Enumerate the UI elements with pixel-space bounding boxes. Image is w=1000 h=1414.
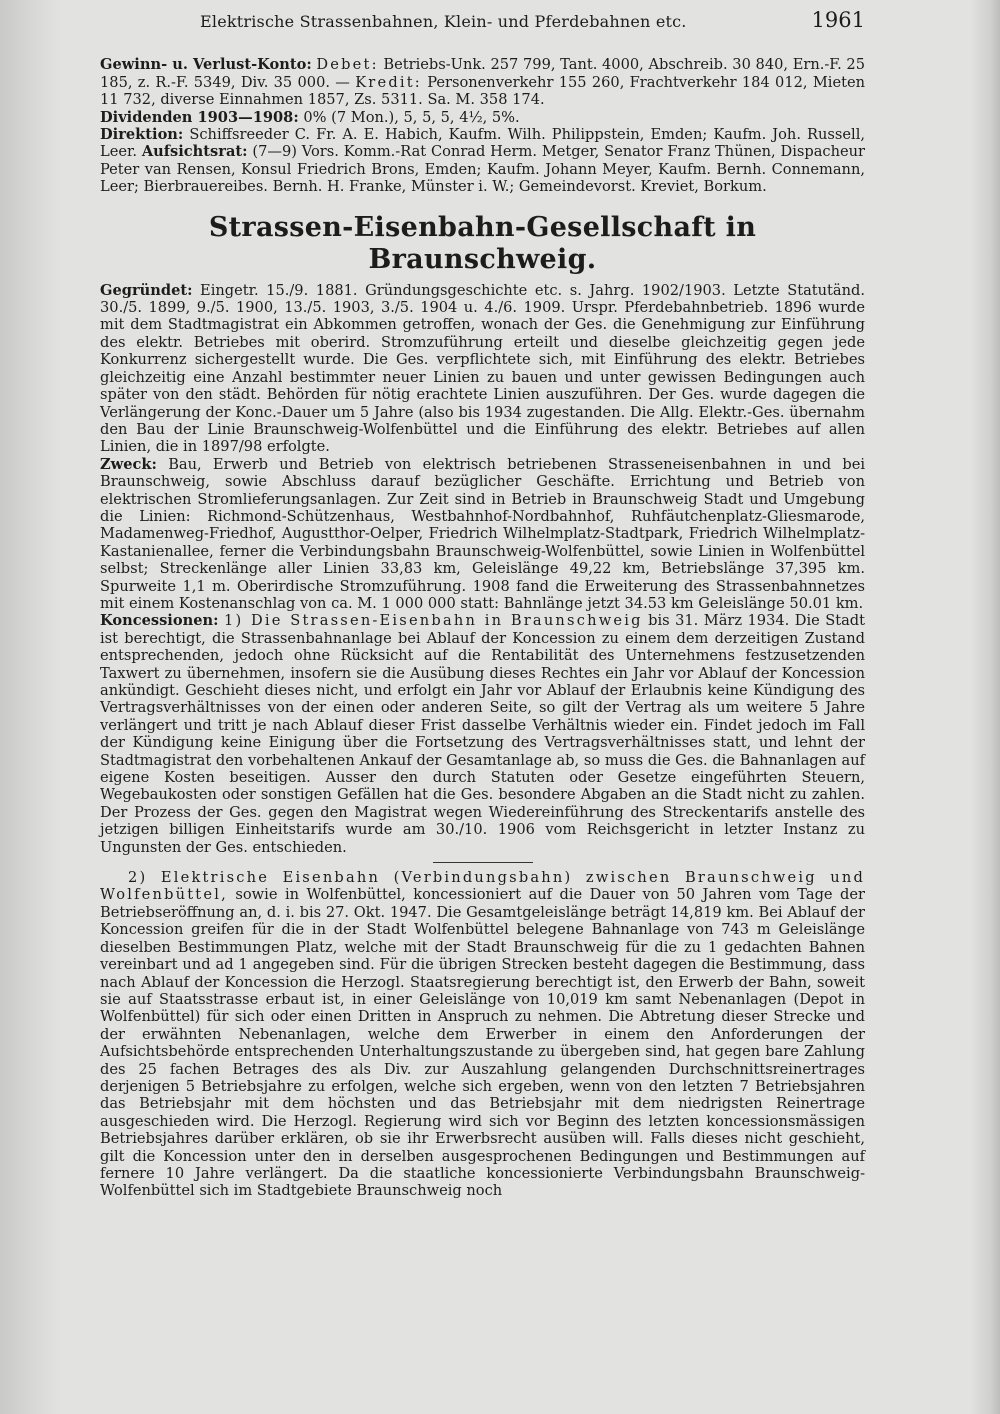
dir-text: Schiffsreeder C. Fr. A. E. Habich, Kaufm. Wilh. Philippstein, Emden; Kaufm. Joh. Russell, Leer. xyxy=(100,126,866,161)
konz2-text: sowie in Wolfenbüttel, koncessioniert auf die Dauer von 50 Jahren vom Tage der Betriebseröffnung an, d. i. bis 27. Okt. 1947. Die Gesamtgeleislänge beträgt 14,819 km. Bei Ablauf der Koncession greifen für die in der Stadt Wolfenbüttel belegene Bahnanlage von 743 m Geleislänge dieselben Bestimmungen Platz, welche mit der Stadt Braunschweig für die zu 1 gedachten Bahnen vereinbart und ad 1 angegeben sind. Für die übrigen Strecken besteht dagegen die Bestimmung, dass nach Ablauf der Koncession die Herzogl. Staatsregierung berechtigt ist, den Erwerb der Bahn, soweit sie auf Staatsstrasse erbaut ist, in einer Geleislänge von 10,019 km samt Nebenanlagen (Depot in Wolfenbüttel) für sich oder einen Dritten in Anspruch zu nehmen. Die Abtretung dieser Strecke und der erwähnten Nebenanlagen, welche dem Erwerber in einem den Anforderungen der Aufsichtsbehörde entsprechenden Unterhaltungszustande zu übergeben sind, hat gegen bare Zahlung des 25 fachen Betrages des als Div. zur Auszahlung gelangenden Durchschnittsreinertrages derjenigen 5 Betriebsjahre zu erfolgen, welche sich ergeben, wenn von den letzten 7 Betriebsjahren das Betriebsjahr mit dem höchsten und das Betriebsjahr mit dem niedrigsten Reinertrage ausgeschieden wird. Die Herzogl. Regierung wird sich vor Beginn des letzten koncessionsmässigen Betriebsjahres darüber erklären, ob sie ihr Erwerbsrecht ausüben will. Falls dieses nicht geschieht, gilt die Koncession unter den in derselben ausgesprochenen Bedingungen und Bestimmungen auf fernere 10 Jahre verlängert. Da die staatliche koncessionierte Verbindungsbahn Braunschweig-Wolfenbüttel sich im Stadtgebiete Braunschweig noch xyxy=(100,886,866,1200)
gv-debet-label: Debet: xyxy=(316,56,379,74)
zweck-text: Bau, Erwerb und Betrieb von elektrisch betriebenen Strasseneisenbahnen in und bei Braunschweig, sowie Abschluss darauf bezüglicher Geschäfte. Errichtung und Betrieb von elektrischen Stromlieferungsanlagen. Zur Zeit sind in Betrieb in Braunschweig Stadt und Umgebung die Linien: Richmond-Schützenhaus, Westbahnhof-Nordbahnhof, Ruhfäutchenplatz-Gliesmarode, Madamenweg-Friedhof, Augustthor-Oelper, Friedrich Wilhelmplatz-Stadtpark, Friedrich Wilhelmplatz-Kastanienallee, ferner die Verbindungsbahn Braunschweig-Wolfenbüttel, sowie Linien in Wolfenbüttel selbst; Streckenlänge aller Linien 33,83 km, Geleislänge 49,22 km, Betriebslänge 37,395 km. Spurweite 1,1 m. Oberirdische Stromzuführung. 1908 fand die Erweiterung des Strassenbahnnetzes mit einem Kostenanschlag von ca. M. 1 000 000 statt: Bahnlänge jetzt 34.53 km Geleislänge 50.01 km. xyxy=(100,455,865,612)
page-edge-shadow xyxy=(970,0,1000,1414)
dir-label: Direktion: xyxy=(100,126,184,144)
div-label: Dividenden 1903—1908: xyxy=(100,108,299,126)
gegruendet xyxy=(100,282,865,456)
konz-label: Koncessionen: xyxy=(100,612,219,630)
gewinn-verlust-konto xyxy=(100,56,865,108)
page-number: 1961 xyxy=(811,8,865,32)
section-divider xyxy=(433,862,533,863)
konz2-head: 2) Elektrische Eisenbahn (Verbindungsbahn) zwischen Braunschweig und Wolfenbüttel, xyxy=(100,869,865,904)
gegr-text: Eingetr. 15./9. 1881. Gründungsgeschichte etc. s. Jahrg. 1902/1903. Letzte Statutänd. 30./5. 1899, 9./5. 1900, 13./5. 1903, 3./5. 1904 u. 4./6. 1909. Urspr. Pferdebahnbetrieb. 1896 wurde mit dem Stadtmagistrat ein Abkommen getroffen, wonach der Ges. die Genehmigung zur Einführung des elektr. Betriebes mit oberird. Stromzuführung erteilt und dieselbe gleichzeitig gegen jede Konkurrenz sichergestellt wurde. Die Ges. verpflichtete sich, mit Einführung des elektr. Betriebes gleichzeitig eine Anzahl bestimmter neuer Linien zu bauen und unter gewissen Bedingungen auch später von den städt. Behörden für nötig erachtete Linien auszuführen. Der Ges. wurde dagegen die Verlängerung der Konc.-Dauer um 5 Jahre (also bis 1934 zugestanden. Die Allg. Elektr.-Ges. übernahm den Bau der Linie Braunschweig-Wolfenbüttel und die Einführung des elektr. Betriebes auf allen Linien, die in 1897/98 erfolgte. xyxy=(100,281,865,456)
konz1-text: bis 31. März 1934. Die Stadt ist berechtigt, die Strassenbahnanlage bei Ablauf der Koncession zu einem dem derzeitigen Zustand entsprechenden, jedoch ohne Rücksicht auf die Rentabilität des Unternehmens festzusetzenden Taxwert zu übernehmen, insofern sie die Ausübung dieses Rechtes ein Jahr vor Ablauf der Koncession ankündigt. Geschieht dieses nicht, und erfolgt ein Jahr vor Ablauf der Erlaubnis keine Kündigung des Vertragsverhältnisses von der einen oder anderen Seite, so gilt der Vertrag als um weitere 5 Jahre verlängert und tritt je nach Ablauf dieser Frist dasselbe Verhältnis wieder ein. Findet jedoch im Fall der Kündigung keine Einigung über die Fortsetzung des Vertragsverhältnisses statt, und lehnt der Stadtmagistrat den vorbehaltenen Ankauf der Gesamtanlage ab, so muss die Ges. die Bahnanlagen auf eigene Kosten beseitigen. Ausser den durch Statuten oder Gesetze eingeführten Steuern, Wegebaukosten oder sonstigen Gefällen hat die Ges. besondere Abgaben an die Stadt nicht zu zahlen. Der Prozess der Ges. gegen den Magistrat wegen Wiedereinführung des Streckentarifs anstelle des jetzigen billigen Einheitstarifs wurde am 30./10. 1906 vom Reichsgericht in letzter Instanz zu Ungunsten der Ges. entschieden. xyxy=(100,612,866,856)
koncessionen xyxy=(100,612,865,856)
zweck xyxy=(100,456,865,613)
page xyxy=(100,8,866,1200)
running-header xyxy=(200,8,865,32)
gv-label: Gewinn- u. Verlust-Konto: xyxy=(100,56,312,74)
running-title: Elektrische Strassenbahnen, Klein- und Pferdebahnen etc. xyxy=(200,12,687,31)
gv-kredit-label: Kredit: xyxy=(355,73,422,91)
gegr-label: Gegründet: xyxy=(100,281,193,299)
direktion xyxy=(100,126,865,196)
gv-debet-text: Betriebs-Unk. 257 799, Tant. 4000, Abschreib. 30 840, Ern.-F. 25 185, z. R.-F. 5349, Div. 35 000. — xyxy=(100,56,866,91)
gv-kredit-text: Personenverkehr 155 260, Frachtverkehr 184 012, Mieten 11 732, diverse Einnahmen 1857, Zs. 5311. Sa. M. 358 174. xyxy=(100,73,865,109)
konz1-head: 1) Die Strassen-Eisenbahn in Braunschweig xyxy=(223,612,643,630)
ar-text: (7—9) Vors. Komm.-Rat Conrad Herm. Metger, Senator Franz Thünen, Dispacheur Peter van Rensen, Konsul Friedrich Brons, Emden; Kaufm. Johann Meyer, Kaufm. Bernh. Connemann, Leer; Bierbrauereibes. Bernh. H. Franke, Münster i. W.; Gemeindevorst. Kreviet, Borkum. xyxy=(100,143,865,196)
company-title: Strassen-Eisenbahn-Gesellschaft in Braunschweig. xyxy=(208,211,757,275)
ar-label: Aufsichtsrat: xyxy=(141,143,248,161)
dividenden xyxy=(100,109,865,126)
book-spine-shadow xyxy=(0,0,60,1414)
div-text: 0% (7 Mon.), 5, 5, 5, 4½, 5%. xyxy=(303,108,520,126)
koncession-2 xyxy=(100,869,865,1200)
zweck-label: Zweck: xyxy=(100,455,157,473)
